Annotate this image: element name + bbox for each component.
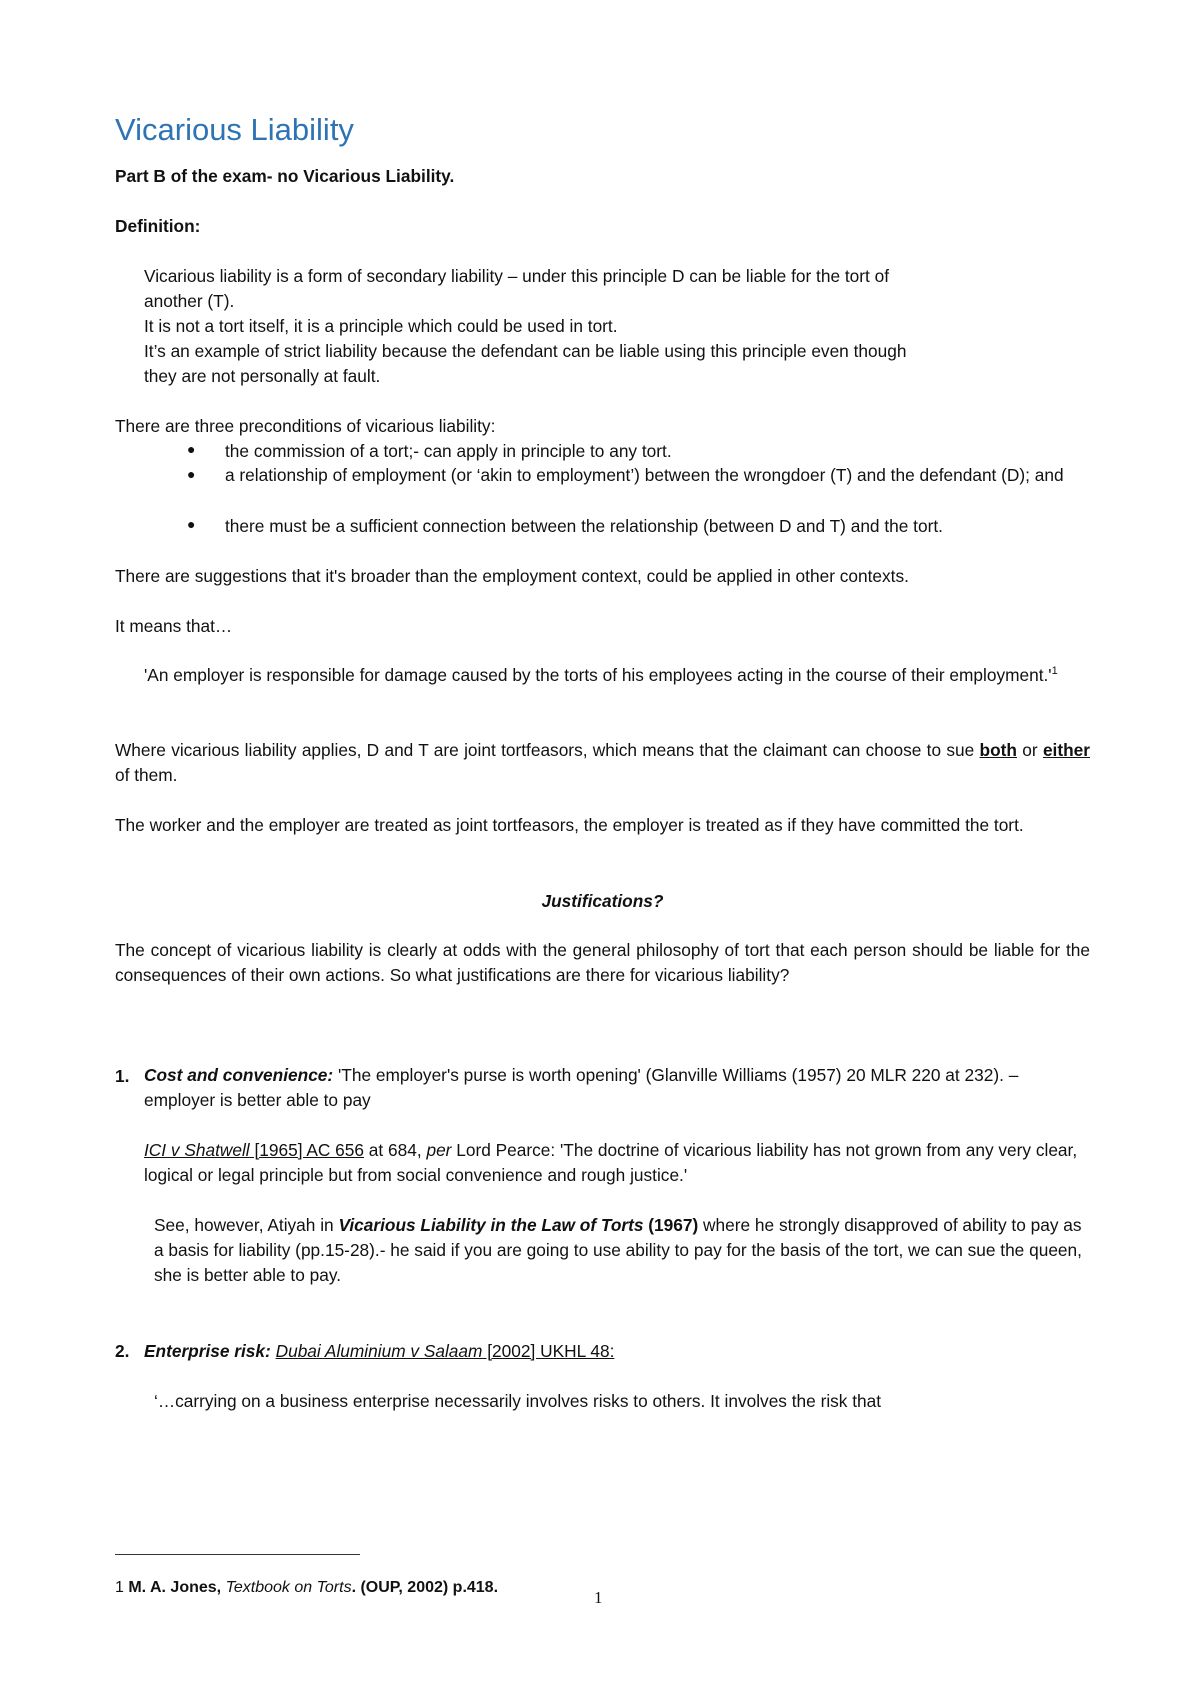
- justification-label: Cost and convenience:: [144, 1065, 334, 1085]
- preconditions-intro: There are three preconditions of vicarious liability:: [115, 416, 496, 436]
- enterprise-quote: ‘…carrying on a business enterprise necessarily involves risks to others. It involves the risk that: [154, 1391, 882, 1411]
- definition-line: It is not a tort itself, it is a principle which could be used in tort.: [144, 316, 618, 336]
- text: See, however, Atiyah in: [154, 1215, 339, 1235]
- list-item: a relationship of employment (or ‘akin to employment’) between the wrongdoer (T) and the defendant (D); and: [225, 465, 1064, 485]
- definition-heading: Definition:: [115, 216, 201, 236]
- definition-line: another (T).: [144, 291, 235, 311]
- worker-paragraph: The worker and the employer are treated as joint tortfeasors, the employer is treated as if they have committed the tort.: [115, 815, 1024, 835]
- footnote-book: Textbook on Torts: [225, 1579, 352, 1596]
- page-title: Vicarious Liability: [115, 112, 354, 147]
- footnote-number: 1: [115, 1579, 124, 1596]
- text: M. A. Jones,: [123, 1579, 226, 1596]
- justifications-heading: Justifications?: [541, 891, 664, 911]
- bullet-icon: ●: [187, 441, 196, 457]
- text: at 684,: [364, 1140, 427, 1160]
- case-citation: [1965] AC 656: [249, 1140, 364, 1160]
- footnote-divider: [115, 1554, 360, 1555]
- bullet-icon: ●: [187, 466, 196, 482]
- definition-line: they are not personally at fault.: [144, 366, 381, 386]
- case-name: ICI v Shatwell: [144, 1140, 250, 1160]
- quote-text: 'An employer is responsible for damage caused by the torts of his employees acting in the course of their employment.': [144, 665, 1052, 685]
- text: 'The employer's purse is worth opening' (Glanville Williams (1957) 20 MLR 220 at 232). – employer is better able to pay: [144, 1065, 1019, 1110]
- atiyah-paragraph: [154, 1213, 1090, 1288]
- employer-quote: [144, 663, 1090, 688]
- definition-line: It’s an example of strict liability because the defendant can be liable using this principle even though: [144, 341, 907, 361]
- list-item: the commission of a tort;- can apply in principle to any tort.: [225, 441, 672, 461]
- definition-line: Vicarious liability is a form of secondary liability – under this principle D can be liable for the tort of: [144, 266, 890, 286]
- case-name: Dubai Aluminium v Salaam: [275, 1341, 483, 1361]
- text: Where vicarious liability applies, D and T are joint tortfeasors, which means that the claimant can choose to sue: [115, 740, 980, 760]
- emphasis-either: either: [1042, 740, 1090, 760]
- page-number: 1: [594, 1588, 603, 1607]
- book-title: Vicarious Liability in the Law of Torts: [338, 1215, 644, 1235]
- list-item: there must be a sufficient connection between the relationship (between D and T) and the tort.: [225, 516, 943, 536]
- footnote: [115, 1576, 498, 1600]
- text: where he strongly disapproved of ability to pay as a basis for liability (pp.15-28).- he said if you are going to use ability to pay for the basis of the tort, we can sue the queen, she is better able to pay.: [154, 1215, 1082, 1285]
- suggestions-paragraph: There are suggestions that it's broader than the employment context, could be applied in other contexts.: [115, 566, 909, 586]
- text: per: [426, 1140, 452, 1160]
- list-number: 2.: [115, 1341, 130, 1361]
- text: . (OUP, 2002) p.418.: [351, 1579, 499, 1596]
- footnote-ref: 1: [1051, 665, 1058, 678]
- joint-tortfeasors-paragraph: [115, 738, 1090, 788]
- case-citation: [2002] UKHL 48:: [482, 1341, 615, 1361]
- text: Lord Pearce: 'The doctrine of vicarious liability has not grown from any very clear, logical or legal principle but from social convenience and rough justice.': [144, 1140, 1078, 1185]
- justification-enterprise: [144, 1338, 1090, 1365]
- bullet-icon: ●: [187, 516, 196, 532]
- concept-paragraph: The concept of vicarious liability is clearly at odds with the general philosophy of tort that each person should be liable for the consequences of their own actions. So what justifications are there for vicarious liability?: [115, 940, 1090, 985]
- text: (1967): [643, 1215, 699, 1235]
- ici-paragraph: [144, 1138, 1090, 1188]
- justification-label: Enterprise risk:: [144, 1341, 271, 1361]
- text: of them.: [115, 765, 178, 785]
- it-means-line: It means that…: [115, 616, 233, 636]
- list-number: 1.: [115, 1066, 130, 1086]
- justification-cost: [144, 1063, 1090, 1113]
- text: or: [1016, 740, 1043, 760]
- part-b-note: Part B of the exam- no Vicarious Liability.: [115, 166, 455, 186]
- emphasis-both: both: [979, 740, 1017, 760]
